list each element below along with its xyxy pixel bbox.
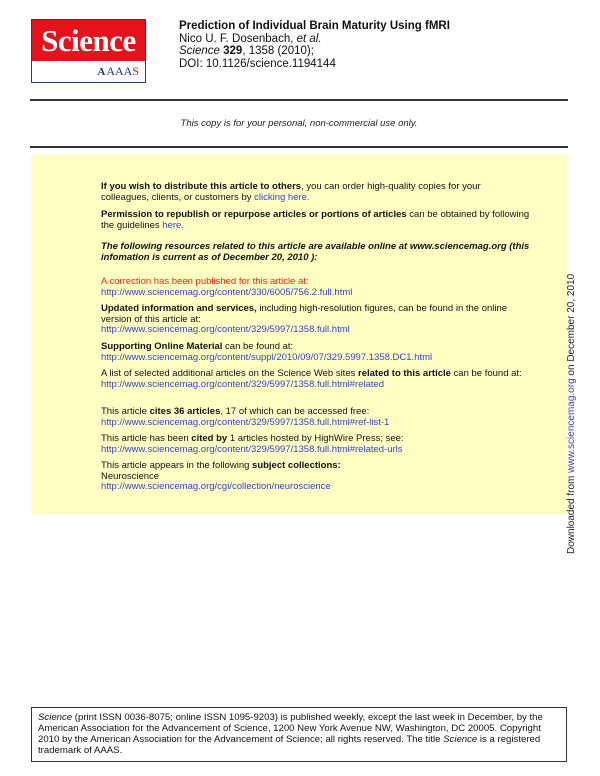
article-header <box>179 20 450 70</box>
footer-text2: is a registered trademark of AAAS. <box>38 734 541 756</box>
distribute-text: , you can order high-quality copies for your colleagues, clients, or customers by <box>101 181 481 203</box>
volume: 329 <box>223 45 243 57</box>
sciencemag-link[interactable]: www.sciencemag.org <box>566 378 577 473</box>
footer-journal2: Science <box>443 734 478 745</box>
related-bold: related to this article <box>358 368 451 379</box>
aaas-text: AAA <box>106 64 133 78</box>
pages-year: , 1358 (2010); <box>242 45 314 57</box>
collection-name: Neuroscience <box>101 470 160 482</box>
science-logo <box>31 19 146 83</box>
clicking-here-link[interactable]: clicking here. <box>254 191 310 203</box>
cites-link[interactable]: http://www.sciencemag.org/content/329/5997/1358.full.html#ref-list-1 <box>101 416 390 428</box>
related-text-post: can be found at: <box>450 368 522 379</box>
journal-name: Science <box>179 45 220 57</box>
related-link[interactable]: http://www.sciencemag.org/content/329/5997/1358.full.html#related <box>101 378 385 390</box>
top-divider <box>30 99 568 101</box>
supporting-bold: Supporting Online Material <box>101 341 223 352</box>
guidelines-here-link[interactable]: here. <box>162 219 184 231</box>
bottom-divider <box>30 146 568 148</box>
footer-text1: (print ISSN 0036-8075; online ISSN 1095-9203) is published weekly, except the last week in December, by the American Association for the Advancement of Science, 1200 New York Avenue NW, Washington, DC 20005. Copyright 2010 by the American Association for the Advancement of Science; all rights reserved. The title <box>38 712 543 745</box>
updated-info <box>101 304 531 336</box>
et-al: et al. <box>296 32 322 45</box>
permission-bold: Permission to republish or repurpose articles or portions of articles <box>101 209 407 220</box>
copy-note: This copy is for your personal, non-commercial use only. <box>180 118 418 129</box>
related-text-pre: A list of selected additional articles on the Science Web sites <box>101 368 358 379</box>
collection-link[interactable]: http://www.sciencemag.org/cgi/collection/neuroscience <box>101 481 331 493</box>
cites-articles <box>101 407 531 428</box>
permission-text: can be obtained by following the guidelines <box>101 209 530 231</box>
cites-text-pre: This article <box>101 406 150 417</box>
permission-notice <box>101 210 531 231</box>
related-articles <box>101 369 531 390</box>
aaas-logo <box>32 61 145 82</box>
supporting-material <box>101 342 531 363</box>
cited-by-text-post: 1 articles hosted by HighWire Press; see: <box>227 433 404 444</box>
aaas-mark-icon: A <box>97 66 106 78</box>
updated-bold: Updated information and services, <box>101 303 257 314</box>
collections-bold: subject collections: <box>252 460 341 471</box>
cited-by-bold: cited by <box>191 433 228 444</box>
supporting-text: can be found at: <box>222 341 294 352</box>
download-note-pre: Downloaded from <box>566 472 577 554</box>
cites-bold: cites 36 articles <box>149 406 221 417</box>
cited-by-link[interactable]: http://www.sciencemag.org/content/329/5997/1358.full.html#related-urls <box>101 443 403 455</box>
distribute-notice <box>101 182 531 203</box>
collections-text-pre: This article appears in the following <box>101 460 253 471</box>
cites-text-post: , 17 of which can be accessed free: <box>220 406 370 417</box>
subject-collections <box>101 461 531 493</box>
logo-wordmark: Science <box>32 20 145 61</box>
footer-journal: Science <box>38 712 73 723</box>
authors-text: Nico U. F. Dosenbach, <box>179 32 294 45</box>
article-authors <box>179 33 450 46</box>
updated-link[interactable]: http://www.sciencemag.org/content/329/5997/1358.full.html <box>101 324 350 336</box>
distribute-bold: If you wish to distribute this article to others <box>101 181 302 192</box>
download-note <box>566 274 577 554</box>
correction-text: A correction has been published for this article at: <box>101 276 309 287</box>
article-citation <box>179 45 450 58</box>
aaas-text-s: S <box>132 64 139 78</box>
correction-notice <box>101 277 531 298</box>
download-note-post: on December 20, 2010 <box>566 273 577 379</box>
correction-link[interactable]: http://www.sciencemag.org/content/330/6005/756.2.full.html <box>101 286 353 298</box>
resources-intro: The following resources related to this article are available online at www.sciencemag.org (this infomation is current as of December 20, 2010 ): <box>101 241 530 263</box>
article-title: Prediction of Individual Brain Maturity Using fMRI <box>179 20 450 32</box>
cited-by <box>101 434 531 455</box>
cited-by-text-pre: This article has been <box>101 433 192 444</box>
supporting-link[interactable]: http://www.sciencemag.org/content/suppl/2010/09/07/329.5997.1358.DC1.html <box>101 351 433 363</box>
copyright-footer <box>31 707 567 762</box>
updated-text: including high-resolution figures, can be found in the online version of this article at: <box>101 303 508 325</box>
article-doi: DOI: 10.1126/science.1194144 <box>179 57 336 70</box>
